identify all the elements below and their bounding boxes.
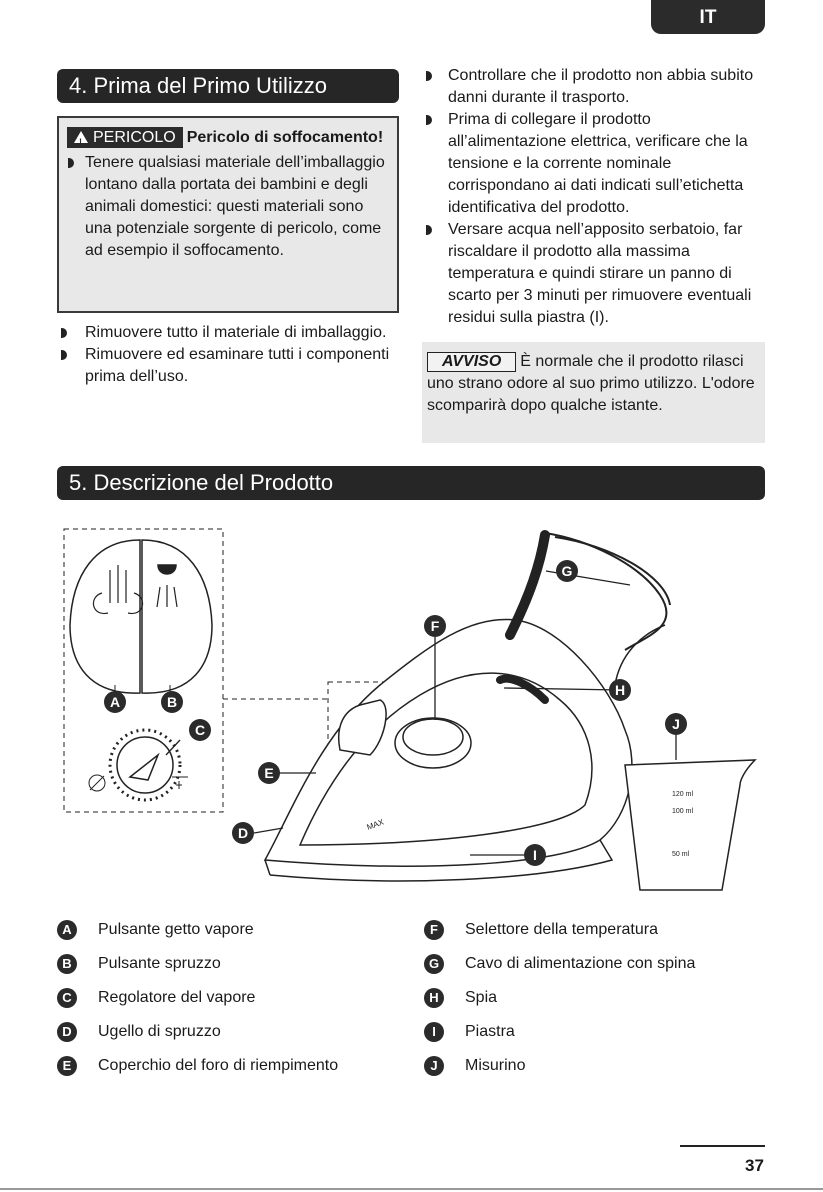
warning-icon <box>74 131 88 143</box>
callout-j <box>665 713 687 735</box>
list-item: Controllare che il prodotto non abbia subito danni durante il trasporto. <box>422 65 765 109</box>
legend-item-g: G Cavo di alimentazione con spina <box>424 947 695 981</box>
cup-mark-120: 120 ml <box>672 791 694 798</box>
danger-text: Tenere qualsiasi materiale dell’imballaggio lontano dalla portata dei bambini e degli animali domestici: questi materiali sono una potenziale sorgente di pericolo, come ad esempio il soffocamento. <box>67 152 389 262</box>
callout-d <box>232 822 254 844</box>
svg-text:B: B <box>166 694 178 710</box>
iron-diagram <box>0 515 823 900</box>
list-item: Rimuovere ed esaminare tutti i componenti prima dell’uso. <box>57 344 399 388</box>
svg-text:D: D <box>237 825 249 841</box>
svg-text:J: J <box>672 716 680 732</box>
legend-right <box>424 913 695 1083</box>
language-tab: IT <box>651 0 765 34</box>
svg-text:A: A <box>109 694 121 710</box>
callout-h <box>609 679 631 701</box>
steam-dial-icon <box>89 730 188 800</box>
max-mark: MAX <box>365 817 385 832</box>
cup-mark-50: 50 ml <box>672 851 690 858</box>
svg-text:G: G <box>561 563 573 579</box>
legend-item-e: E Coperchio del foro di riempimento <box>57 1049 338 1083</box>
section-title-product-description: 5. Descrizione del Prodotto <box>57 466 765 500</box>
legend-item-d: D Ugello di spruzzo <box>57 1015 338 1049</box>
callout-f <box>424 615 446 637</box>
page-number: 37 <box>745 1156 764 1175</box>
left-bullet-list <box>57 322 399 388</box>
legend-left <box>57 913 338 1083</box>
page-number-rule <box>680 1145 765 1147</box>
list-item: Versare acqua nell’apposito serbatoio, far riscaldare il prodotto alla massima temperatura e quindi stirare un panno di scarto per 3 minuti per rimuovere eventuali residui sulla piastra (I). <box>422 219 765 329</box>
callout-g <box>556 560 578 582</box>
legend-item-c: C Regolatore del vapore <box>57 981 338 1015</box>
notice-text: È normale che il prodotto rilasci uno strano odore al suo primo utilizzo. L'odore scomparirà dopo qualche istante. <box>427 353 755 414</box>
legend-item-b: B Pulsante spruzzo <box>57 947 338 981</box>
section-title-first-use: 4. Prima del Primo Utilizzo <box>57 69 399 103</box>
legend-item-i: I Piastra <box>424 1015 695 1049</box>
notice-box <box>422 342 765 443</box>
steam-buttons-icon <box>70 540 212 693</box>
callout-a <box>104 691 126 713</box>
callout-i <box>524 844 546 866</box>
right-bullet-list <box>422 65 765 329</box>
svg-text:F: F <box>430 618 440 634</box>
svg-text:E: E <box>264 765 274 781</box>
list-item: Prima di collegare il prodotto all’alimentazione elettrica, verificare che la tensione e la corrente nominale corrispondano ai dati indicati sull’etichetta identificativa del prodotto. <box>422 109 765 219</box>
callout-e <box>258 762 280 784</box>
legend-item-f: F Selettore della temperatura <box>424 913 695 947</box>
cup-mark-100: 100 ml <box>672 808 694 815</box>
legend-item-a: A Pulsante getto vapore <box>57 913 338 947</box>
bottom-rule <box>0 1188 823 1190</box>
svg-text:I: I <box>533 847 537 863</box>
callout-b <box>161 691 183 713</box>
danger-heading: !PERICOLO Pericolo di soffocamento! <box>67 126 389 149</box>
danger-label: !PERICOLO <box>67 127 183 148</box>
danger-box <box>57 116 399 313</box>
callout-c <box>189 719 211 741</box>
legend-item-h: H Spia <box>424 981 695 1015</box>
iron-body <box>265 533 670 881</box>
notice-label: AVVISO <box>427 352 516 372</box>
svg-text:C: C <box>194 722 206 738</box>
list-item: Rimuovere tutto il materiale di imballaggio. <box>57 322 399 344</box>
legend-item-j: J Misurino <box>424 1049 695 1083</box>
svg-text:H: H <box>614 682 626 698</box>
measuring-cup-icon <box>625 760 755 890</box>
